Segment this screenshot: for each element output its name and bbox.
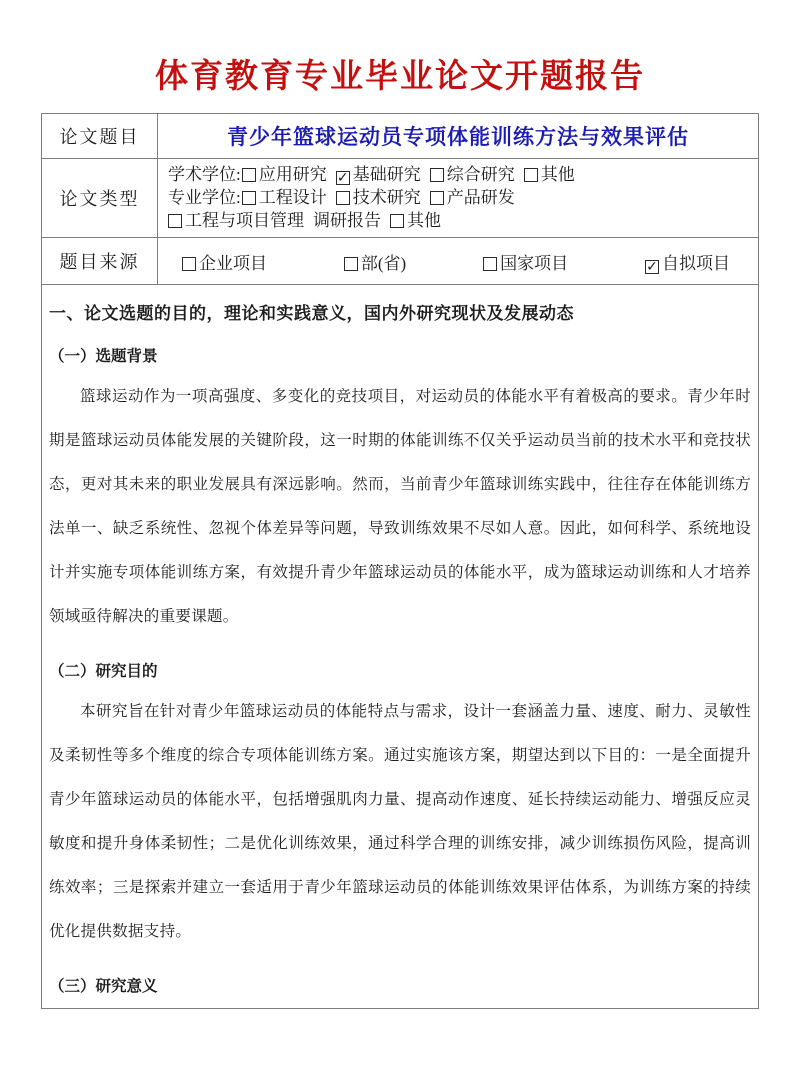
option-ministry-province-label: 部(省) [360,253,407,273]
professional-degree-prefix: 专业学位: [168,188,241,207]
section-heading: 一、论文选题的目的，理论和实践意义，国内外研究现状及发展动态 [49,304,574,323]
option-comprehensive-research-label: 综合研究 [446,165,515,184]
thesis-title-row [42,114,758,159]
option-national-project-label: 国家项目 [500,253,569,273]
option-self-proposed-project-label: 自拟项目 [662,253,730,273]
paragraph-purpose: 本研究旨在针对青少年篮球运动员的体能特点与需求，设计一套涵盖力量、速度、耐力、灵敏性及柔韧性等多个维度的综合专项体能训练方案。通过实施该方案，期望达到以下目的：一是全面提升青少年篮球运动员的体能水平，包括增强肌肉力量、提高动作速度、延长持续运动能力、增强反应灵敏度和提升身体柔韧性；二是优化训练效果，通过科学合理的训练安排，减少训练损伤风险，提高训练效率；三是探索并建立一套适用于青少年篮球运动员的体能训练效果评估体系，为训练方案的持续优化提供数据支持。 [49,703,751,940]
option-enterprise-project [182,249,267,274]
thesis-type-label: 论文类型 [42,159,158,237]
option-engineering-design [242,188,327,207]
checkbox-type-other-icon [390,214,404,228]
option-product-development [430,188,515,207]
checkbox-product-development-icon [430,191,444,205]
checkbox-enterprise-project-icon [182,257,196,271]
subsection-title-purpose: （二）研究目的 [49,663,158,680]
checkbox-technical-research-icon [336,191,350,205]
survey-report-label: 调研报告 [313,211,381,230]
checkbox-national-project-icon [483,257,497,271]
thesis-type-row [42,159,758,238]
option-ministry-province [344,249,406,274]
checkbox-ministry-province-icon [344,257,358,271]
checkbox-applied-research-icon [242,168,256,182]
thesis-form-table [41,113,759,1009]
option-technical-research [336,188,421,207]
option-product-development-label: 产品研发 [446,188,515,207]
option-applied-research [242,165,327,184]
topic-source-label: 题目来源 [42,238,158,284]
option-academic-other [524,165,575,184]
thesis-type-line3 [168,209,748,232]
option-engineering-project-management-label: 工程与项目管理 [185,211,304,230]
checkbox-self-proposed-project-icon: ✓ [646,258,658,275]
checkbox-basic-research-icon: ✓ [336,170,349,186]
checkbox-academic-other-icon [524,168,538,182]
option-basic-research-label: 基础研究 [352,165,421,184]
option-applied-research-label: 应用研究 [258,165,327,184]
subsection-purpose [49,659,751,954]
checkbox-engineering-project-management-icon [168,214,182,228]
main-section-cell [42,285,758,1008]
professional-degree-line [168,186,748,209]
topic-source-row [42,238,758,285]
option-technical-research-label: 技术研究 [352,188,421,207]
subsection-background [49,344,751,639]
option-national-project [483,249,568,274]
subsection-title-significance: （三）研究意义 [49,978,158,995]
option-comprehensive-research [430,165,515,184]
thesis-title-value: 青少年篮球运动员专项体能训练方法与效果评估 [227,125,689,149]
option-academic-other-label: 其他 [540,165,575,184]
option-engineering-project-management [168,211,304,230]
main-section-row [42,285,758,1008]
thesis-title-label: 论文题目 [42,114,158,158]
academic-degree-prefix: 学术学位: [168,165,241,184]
option-type-other-label: 其他 [407,211,441,230]
subsection-significance [49,974,751,996]
checkbox-comprehensive-research-icon [430,168,444,182]
option-basic-research [336,165,421,184]
subsection-title-background: （一）选题背景 [49,348,158,365]
page-title: 体育教育专业毕业论文开题报告 [155,57,645,94]
checkbox-engineering-design-icon [242,191,256,205]
academic-degree-line [168,163,748,186]
option-enterprise-project-label: 企业项目 [199,253,267,273]
option-type-other [390,211,441,230]
paragraph-background: 篮球运动作为一项高强度、多变化的竞技项目，对运动员的体能水平有着极高的要求。青少年时期是篮球运动员体能发展的关键阶段，这一时期的体能训练不仅关乎运动员当前的技术水平和竞技状态，更对其未来的职业发展具有深远影响。然而，当前青少年篮球训练实践中，往往存在体能训练方法单一、缺乏系统性、忽视个体差异等问题，导致训练效果不尽如人意。因此，如何科学、系统地设计并实施专项体能训练方案，有效提升青少年篮球运动员的体能水平，成为篮球运动训练和人才培养领域亟待解决的重要课题。 [49,388,751,625]
option-engineering-design-label: 工程设计 [258,188,327,207]
option-self-proposed-project [645,249,730,274]
